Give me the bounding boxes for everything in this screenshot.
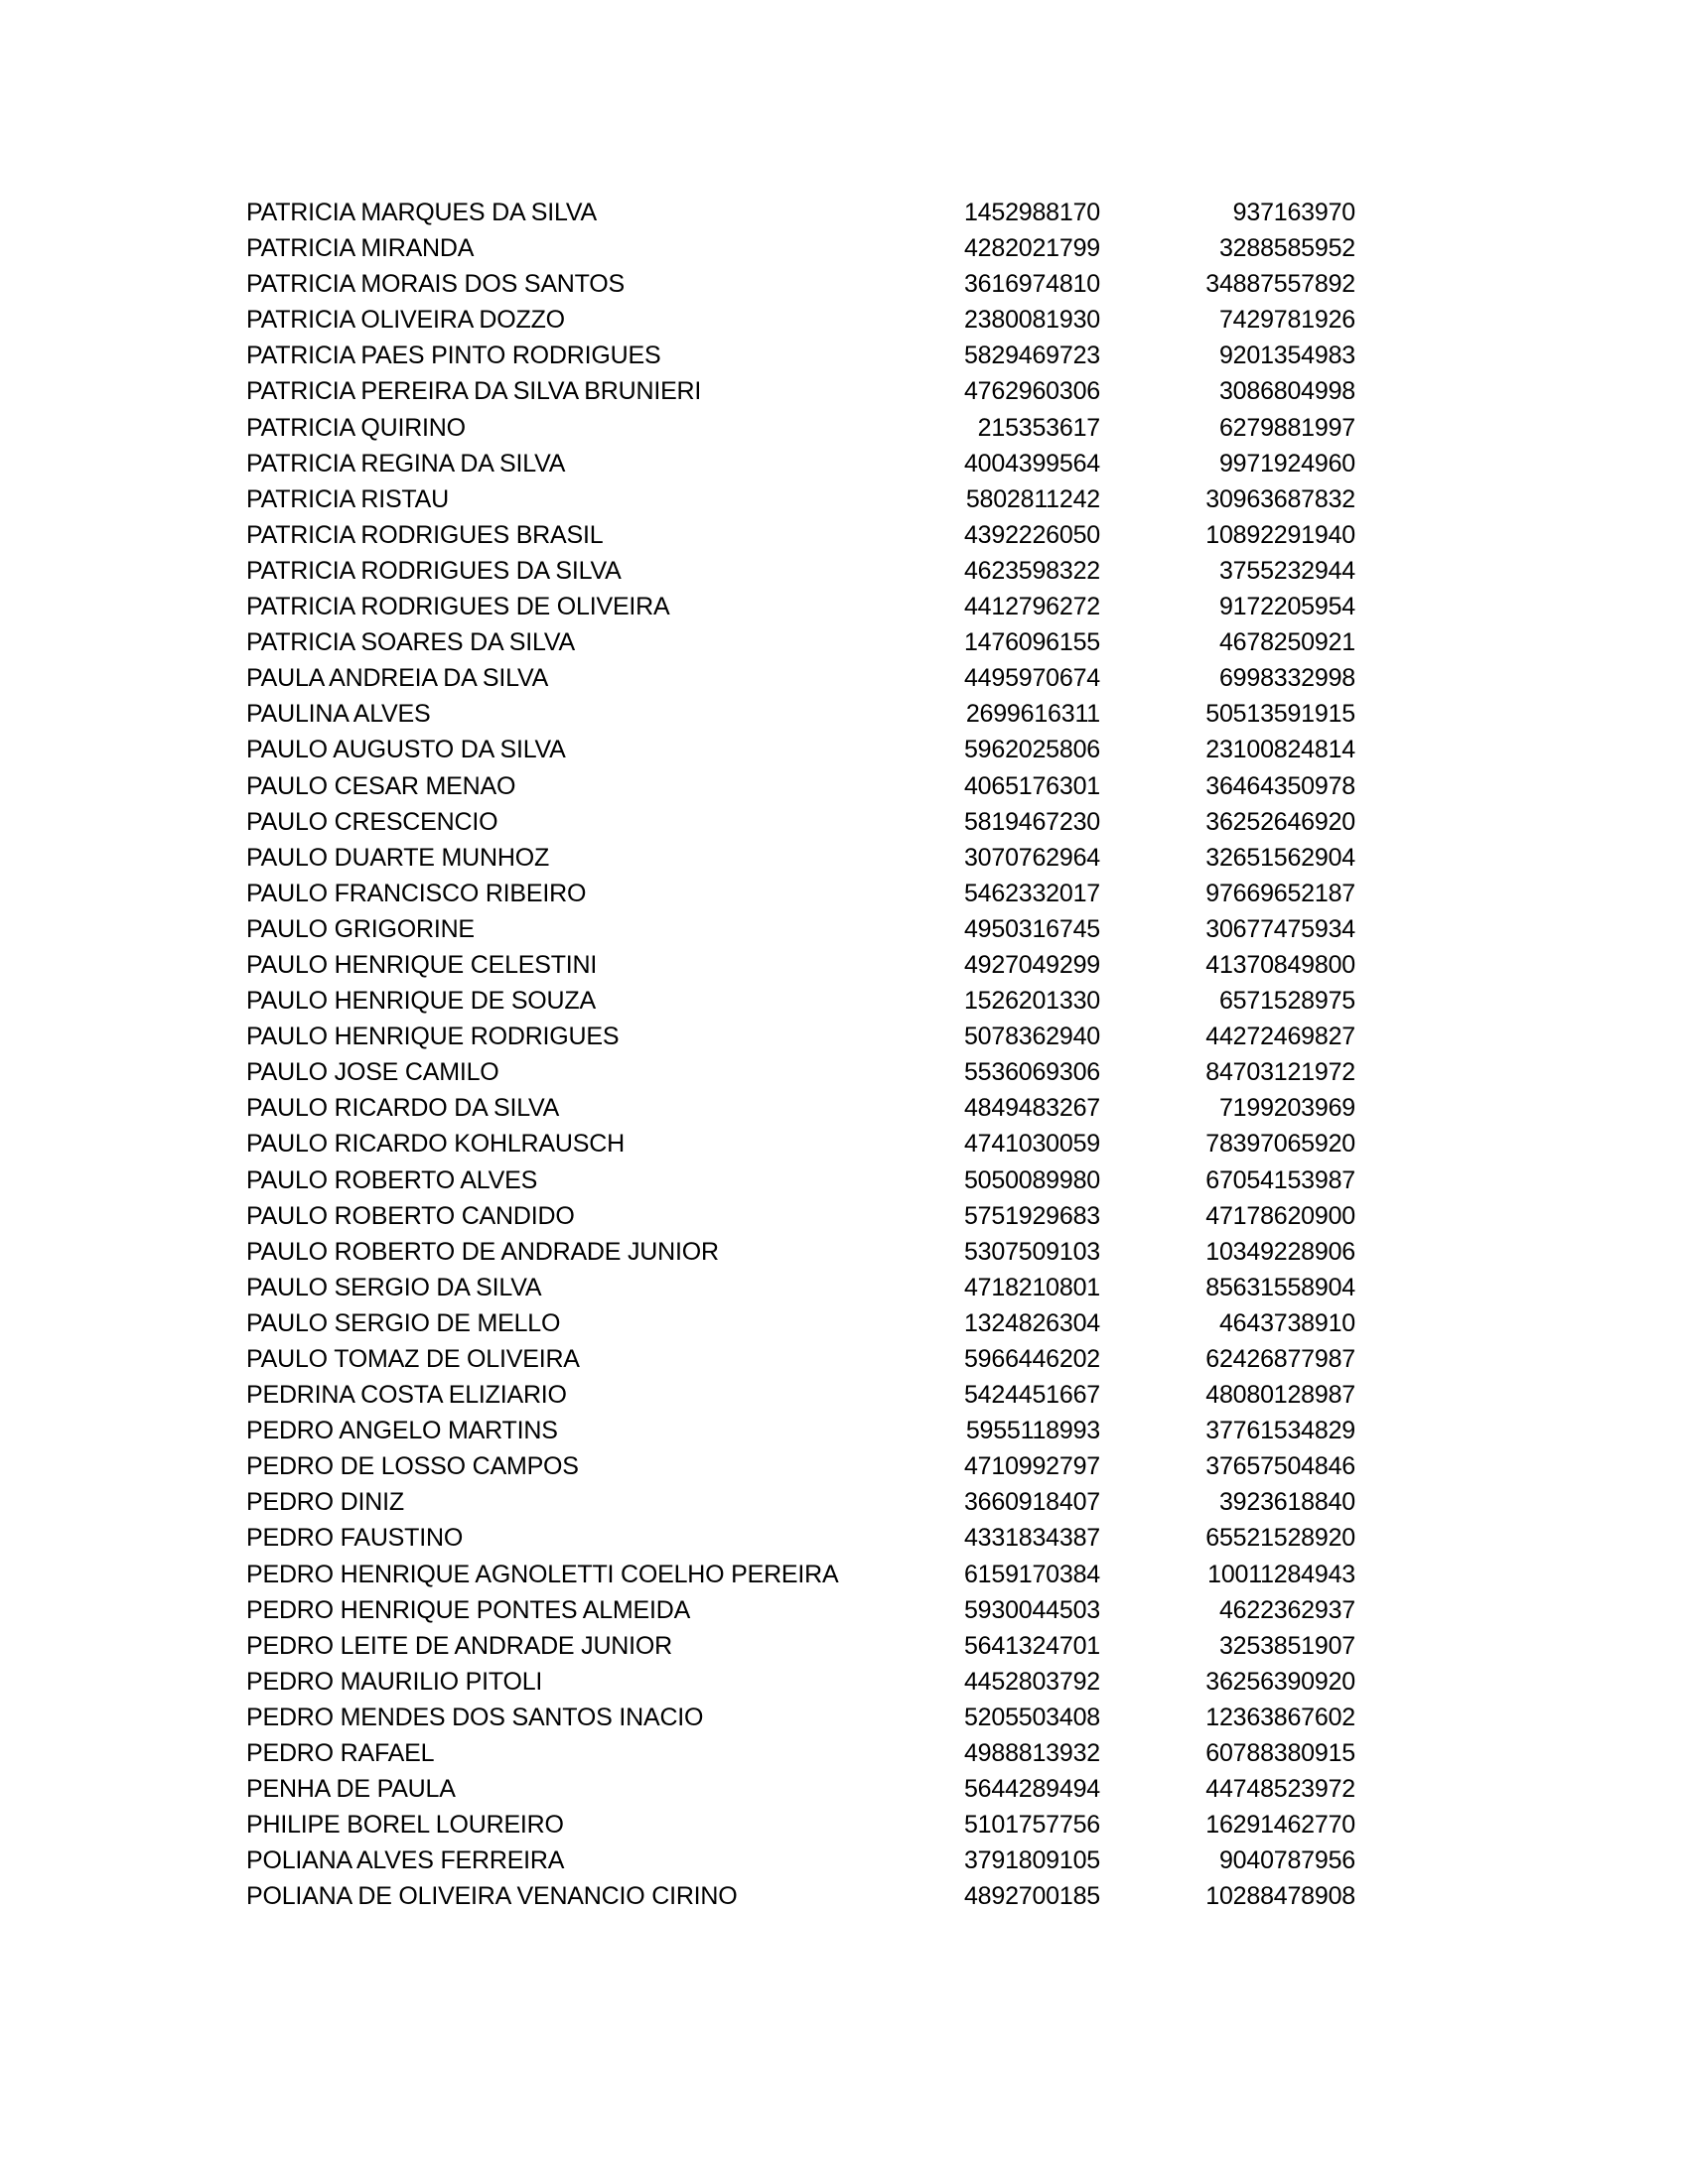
person-name: PAULO ROBERTO CANDIDO: [246, 1201, 575, 1230]
number-col-1: 5955118993: [965, 1417, 1100, 1445]
number-col-1: 5424451667: [963, 1381, 1100, 1410]
table-row: [246, 446, 1355, 481]
number-col-2: 67054153987: [1205, 1165, 1355, 1194]
number-col-2: 9040787956: [1218, 1846, 1355, 1875]
table-row: [246, 302, 1355, 338]
table-row: [246, 589, 1355, 624]
table-row: [246, 517, 1355, 553]
number-col-1: 1526201330: [963, 987, 1100, 1016]
number-col-1: 5205503408: [963, 1703, 1100, 1731]
number-col-1: 5962025806: [963, 736, 1100, 764]
person-name: PEDRO MAURILIO PITOLI: [246, 1667, 543, 1696]
table-row: [246, 373, 1355, 409]
person-name: PAULO SERGIO DA SILVA: [246, 1273, 542, 1301]
number-col-2: 6571528975: [1218, 987, 1355, 1016]
number-col-2: 44272469827: [1205, 1023, 1355, 1051]
number-col-2: 4622362937: [1218, 1595, 1355, 1624]
number-col-1: 4950316745: [963, 914, 1100, 943]
table-row: [246, 195, 1355, 230]
table-row: [246, 1090, 1355, 1126]
number-col-1: 4710992797: [963, 1452, 1100, 1481]
number-col-2: 9201354983: [1218, 341, 1355, 370]
table-row: [246, 1735, 1355, 1771]
person-name: PATRICIA PAES PINTO RODRIGUES: [246, 341, 661, 370]
number-col-1: 6159170384: [963, 1560, 1100, 1588]
number-col-1: 5966446202: [963, 1345, 1100, 1373]
table-row: [246, 1126, 1355, 1161]
table-row: [246, 1664, 1355, 1700]
person-name: PAULO RICARDO DA SILVA: [246, 1094, 560, 1123]
number-col-1: 5930044503: [963, 1595, 1100, 1624]
number-col-2: 9172205954: [1218, 593, 1355, 621]
table-row: [246, 1878, 1355, 1914]
table-row: [246, 1234, 1355, 1270]
number-col-2: 34887557892: [1205, 270, 1355, 299]
number-col-2: 7429781926: [1218, 306, 1355, 335]
table-row: [246, 947, 1355, 983]
number-col-1: 5802811242: [965, 484, 1100, 513]
number-col-1: 4004399564: [963, 449, 1100, 478]
table-row: [246, 338, 1355, 373]
number-col-1: 5462332017: [963, 879, 1100, 907]
number-col-2: 78397065920: [1205, 1130, 1355, 1159]
person-name: PAULO CESAR MENAO: [246, 771, 516, 800]
number-col-1: 1324826304: [963, 1308, 1100, 1337]
number-col-1: 5641324701: [963, 1631, 1100, 1660]
number-col-1: 4452803792: [963, 1667, 1100, 1696]
number-col-1: 5536069306: [963, 1058, 1100, 1087]
table-row: [246, 1413, 1355, 1448]
number-col-2: 4678250921: [1218, 628, 1355, 657]
person-name: PAULO AUGUSTO DA SILVA: [246, 736, 566, 764]
table-row: [246, 1592, 1355, 1628]
number-col-2: 50513591915: [1205, 700, 1355, 729]
number-col-2: 60788380915: [1205, 1739, 1355, 1768]
number-col-1: 4623598322: [963, 556, 1100, 585]
number-col-1: 4065176301: [963, 771, 1100, 800]
number-col-2: 84703121972: [1205, 1058, 1355, 1087]
number-col-2: 62426877987: [1205, 1345, 1355, 1373]
person-name: PAULA ANDREIA DA SILVA: [246, 664, 549, 693]
number-col-1: 5307509103: [963, 1237, 1100, 1266]
table-row: [246, 804, 1355, 840]
number-col-2: 65521528920: [1205, 1524, 1355, 1553]
number-col-1: 3070762964: [963, 843, 1100, 872]
number-col-1: 4282021799: [963, 234, 1100, 263]
person-name: PATRICIA OLIVEIRA DOZZO: [246, 306, 565, 335]
number-col-1: 5819467230: [963, 807, 1100, 836]
table-row: [246, 410, 1355, 446]
table-row: [246, 1270, 1355, 1305]
number-col-2: 16291462770: [1205, 1811, 1355, 1840]
person-name: PAULO HENRIQUE RODRIGUES: [246, 1023, 620, 1051]
number-col-2: 3755232944: [1218, 556, 1355, 585]
person-name: PAULO RICARDO KOHLRAUSCH: [246, 1130, 625, 1159]
number-col-2: 47178620900: [1205, 1201, 1355, 1230]
person-name: PAULO SERGIO DE MELLO: [246, 1308, 561, 1337]
table-row: [246, 1054, 1355, 1090]
table-row: [246, 1807, 1355, 1843]
number-col-2: 36256390920: [1205, 1667, 1355, 1696]
number-col-2: 44748523972: [1205, 1775, 1355, 1804]
person-name: PATRICIA SOARES DA SILVA: [246, 628, 575, 657]
person-name: PATRICIA RISTAU: [246, 484, 449, 513]
person-name: POLIANA DE OLIVEIRA VENANCIO CIRINO: [246, 1882, 738, 1911]
number-col-2: 10349228906: [1205, 1237, 1355, 1266]
number-col-2: 23100824814: [1205, 736, 1355, 764]
table-row: [246, 481, 1355, 517]
person-name: PHILIPE BOREL LOUREIRO: [246, 1811, 564, 1840]
name-number-table: [246, 195, 1355, 1915]
number-col-1: 2699616311: [965, 700, 1100, 729]
table-row: [246, 768, 1355, 804]
number-col-2: 6279881997: [1218, 413, 1355, 442]
person-name: PAULO ROBERTO ALVES: [246, 1165, 538, 1194]
table-row: [246, 1843, 1355, 1878]
number-col-1: 3791809105: [963, 1846, 1100, 1875]
table-row: [246, 230, 1355, 266]
number-col-2: 3253851907: [1218, 1631, 1355, 1660]
number-col-1: 4892700185: [963, 1882, 1100, 1911]
number-col-2: 12363867602: [1205, 1703, 1355, 1731]
number-col-2: 7199203969: [1218, 1094, 1355, 1123]
number-col-1: 4412796272: [963, 593, 1100, 621]
person-name: PAULO TOMAZ DE OLIVEIRA: [246, 1345, 580, 1373]
number-col-1: 4392226050: [963, 520, 1100, 549]
number-col-1: 4331834387: [963, 1524, 1100, 1553]
number-col-1: 4927049299: [963, 950, 1100, 979]
number-col-2: 4643738910: [1218, 1308, 1355, 1337]
number-col-2: 36464350978: [1205, 771, 1355, 800]
person-name: PEDRO FAUSTINO: [246, 1524, 464, 1553]
person-name: PAULO DUARTE MUNHOZ: [246, 843, 550, 872]
number-col-1: 5644289494: [963, 1775, 1100, 1804]
number-col-1: 5751929683: [963, 1201, 1100, 1230]
number-col-1: 4988813932: [963, 1739, 1100, 1768]
number-col-1: 3660918407: [963, 1488, 1100, 1517]
number-col-1: 215353617: [977, 413, 1100, 442]
table-row: [246, 983, 1355, 1019]
person-name: PATRICIA MORAIS DOS SANTOS: [246, 270, 625, 299]
number-col-2: 937163970: [1232, 199, 1355, 226]
person-name: PATRICIA REGINA DA SILVA: [246, 449, 566, 478]
person-name: PEDRO ANGELO MARTINS: [246, 1417, 558, 1445]
number-col-1: 1476096155: [963, 628, 1100, 657]
number-col-2: 10288478908: [1205, 1882, 1355, 1911]
number-col-1: 5101757756: [963, 1811, 1100, 1840]
number-col-2: 10892291940: [1205, 520, 1355, 549]
number-col-2: 3288585952: [1218, 234, 1355, 263]
person-name: PEDRO DINIZ: [246, 1488, 404, 1517]
person-name: PEDRO HENRIQUE PONTES ALMEIDA: [246, 1595, 691, 1624]
table-row: [246, 1019, 1355, 1054]
person-name: POLIANA ALVES FERREIRA: [246, 1846, 565, 1875]
person-name: PAULO HENRIQUE CELESTINI: [246, 950, 598, 979]
table-row: [246, 1520, 1355, 1556]
table-row: [246, 266, 1355, 302]
number-col-1: 4718210801: [963, 1273, 1100, 1301]
person-name: PATRICIA MIRANDA: [246, 234, 475, 263]
number-col-2: 3086804998: [1218, 377, 1355, 406]
table-row: [246, 696, 1355, 732]
number-col-2: 3923618840: [1218, 1488, 1355, 1517]
table-row: [246, 1484, 1355, 1520]
person-name: PEDRO RAFAEL: [246, 1739, 435, 1768]
table-row: [246, 1198, 1355, 1234]
table-row: [246, 624, 1355, 660]
number-col-2: 32651562904: [1205, 843, 1355, 872]
table-row: [246, 1377, 1355, 1413]
person-name: PENHA DE PAULA: [246, 1775, 456, 1804]
table-row: [246, 1557, 1355, 1592]
person-name: PATRICIA PEREIRA DA SILVA BRUNIERI: [246, 377, 702, 406]
number-col-2: 10011284943: [1207, 1560, 1355, 1588]
number-col-2: 41370849800: [1205, 950, 1355, 979]
number-col-2: 30963687832: [1205, 484, 1355, 513]
number-col-1: 4741030059: [963, 1130, 1100, 1159]
table-row: [246, 1162, 1355, 1198]
person-name: PEDRO LEITE DE ANDRADE JUNIOR: [246, 1631, 673, 1660]
table-row: [246, 876, 1355, 911]
number-col-1: 2380081930: [963, 306, 1100, 335]
number-col-1: 4495970674: [963, 664, 1100, 693]
person-name: PEDRO MENDES DOS SANTOS INACIO: [246, 1703, 704, 1731]
number-col-2: 37761534829: [1205, 1417, 1355, 1445]
number-col-2: 6998332998: [1218, 664, 1355, 693]
number-col-2: 48080128987: [1205, 1381, 1355, 1410]
number-col-2: 36252646920: [1205, 807, 1355, 836]
number-col-1: 4762960306: [963, 377, 1100, 406]
number-col-2: 85631558904: [1205, 1273, 1355, 1301]
number-col-2: 97669652187: [1205, 879, 1355, 907]
person-name: PAULO CRESCENCIO: [246, 807, 498, 836]
table-row: [246, 1341, 1355, 1377]
person-name: PEDRO HENRIQUE AGNOLETTI COELHO PEREIRA: [246, 1560, 839, 1588]
person-name: PAULO HENRIQUE DE SOUZA: [246, 987, 596, 1016]
person-name: PAULO JOSE CAMILO: [246, 1058, 499, 1087]
person-name: PATRICIA RODRIGUES BRASIL: [246, 520, 604, 549]
table-row: [246, 1448, 1355, 1484]
number-col-1: 5050089980: [963, 1165, 1100, 1194]
table-row: [246, 1628, 1355, 1664]
person-name: PATRICIA MARQUES DA SILVA: [246, 199, 597, 226]
person-name: PAULO ROBERTO DE ANDRADE JUNIOR: [246, 1237, 719, 1266]
table-row: [246, 1305, 1355, 1341]
number-col-1: 4849483267: [963, 1094, 1100, 1123]
number-col-2: 37657504846: [1205, 1452, 1355, 1481]
person-name: PATRICIA RODRIGUES DE OLIVEIRA: [246, 593, 670, 621]
number-col-1: 3616974810: [963, 270, 1100, 299]
person-name: PAULINA ALVES: [246, 700, 431, 729]
person-name: PATRICIA RODRIGUES DA SILVA: [246, 556, 622, 585]
number-col-2: 9971924960: [1218, 449, 1355, 478]
person-name: PATRICIA QUIRINO: [246, 413, 466, 442]
table-row: [246, 1700, 1355, 1735]
number-col-1: 1452988170: [963, 199, 1100, 226]
number-col-1: 5078362940: [963, 1023, 1100, 1051]
table-row: [246, 660, 1355, 696]
person-name: PEDRINA COSTA ELIZIARIO: [246, 1381, 567, 1410]
number-col-2: 30677475934: [1205, 914, 1355, 943]
person-name: PAULO FRANCISCO RIBEIRO: [246, 879, 587, 907]
table-row: [246, 911, 1355, 947]
table-row: [246, 840, 1355, 876]
person-name: PAULO GRIGORINE: [246, 914, 475, 943]
person-name: PEDRO DE LOSSO CAMPOS: [246, 1452, 579, 1481]
number-col-1: 5829469723: [963, 341, 1100, 370]
table-row: [246, 1771, 1355, 1807]
table-row: [246, 553, 1355, 589]
table-row: [246, 732, 1355, 767]
